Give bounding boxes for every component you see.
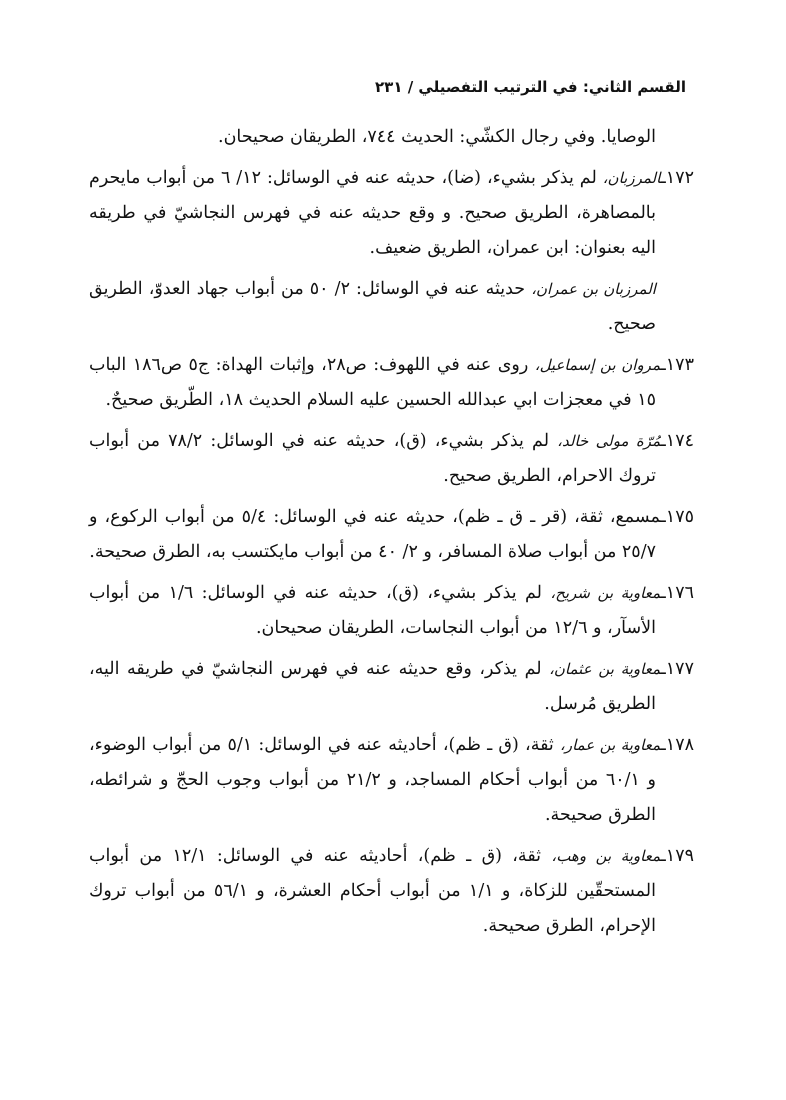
running-head: القسم الثاني: في الترتيب التفصيلي / ٢٣١ xyxy=(375,78,686,96)
entry-number: ١٧٨ـ xyxy=(660,735,694,755)
entry-175 xyxy=(89,500,694,570)
entry-179 xyxy=(89,839,694,944)
narrator-name: المرزبان، xyxy=(602,169,661,187)
narrator-name: مُرّة مولى خالد، xyxy=(557,432,661,450)
entry-172-sub xyxy=(89,272,694,342)
entry-number: ١٧٢ـ xyxy=(660,168,694,188)
entry-177 xyxy=(89,652,694,722)
entry-text: الوصايا. وفي رجال الكشّي: الحديث ٧٤٤، الطريقان صحيحان. xyxy=(218,127,656,147)
entry-text: لم يذكر بشيء، (ق)، حديثه عنه في الوسائل: ١/٦ من أبواب الأسآر، و ١٢/٦ من أبواب النجاسات، الطريقان صحيحان. xyxy=(89,583,656,638)
entry-172 xyxy=(89,161,694,266)
entry-text: حديثه عنه في الوسائل: ٢/ ٥٠ من أبواب جهاد العدوّ، الطريق صحيح. xyxy=(89,279,656,334)
entry-178 xyxy=(89,728,694,833)
narrator-name: معاوية بن وهب، xyxy=(551,847,661,865)
narrator-name: مروان بن إسماعيل، xyxy=(534,356,661,374)
body-text xyxy=(89,120,694,950)
entry-number: ١٧٤ـ xyxy=(660,431,694,451)
entry-text: مسمع، ثقة، (قر ـ ق ـ ظم)، حديثه عنه في الوسائل: ٥/٤ من أبواب الركوع، و ٢٥/٧ من أبواب صلاة المسافر، و ٢/ ٤٠ من أبواب مايكتسب به، الطرق صحيحة. xyxy=(89,507,661,562)
entry-text: لم يذكر بشيء، (ق)، حديثه عنه في الوسائل: ٧٨/٢ من أبواب تروك الاحرام، الطريق صحيح. xyxy=(89,431,656,486)
entry-text: ثقة، (ق ـ ظم)، أحاديثه عنه في الوسائل: ١٢/١ من أبواب المستحقّين للزكاة، و ١/١ من أبواب أحكام العشرة، و ٥٦/١ من أبواب تروك الإحرام، الطرق صحيحة. xyxy=(89,846,656,936)
narrator-name: المرزبان بن عمران، xyxy=(531,280,656,298)
entry-number: ١٧٦ـ xyxy=(660,583,694,603)
entry-176 xyxy=(89,576,694,646)
narrator-name: معاوية بن عمار، xyxy=(560,736,661,754)
narrator-name: معاوية بن عثمان، xyxy=(549,660,661,678)
entry-number: ١٧٩ـ xyxy=(660,846,694,866)
entry-173 xyxy=(89,348,694,418)
entry-number: ١٧٧ـ xyxy=(660,659,694,679)
entry-text: لم يذكر، وقع حديثه عنه في فهرس النجاشيّ في طريقه اليه، الطريق مُرسل. xyxy=(89,659,656,714)
entry-174 xyxy=(89,424,694,494)
entry-number: ١٧٥ـ xyxy=(660,507,694,527)
entry-text: لم يذكر بشيء، (ضا)، حديثه عنه في الوسائل: ١٢/ ٦ من أبواب مايحرم بالمصاهرة، الطريق صحيح. و وقع حديثه عنه في فهرس النجاشيّ في طريقه اليه بعنوان: ابن عمران، الطريق ضعيف. xyxy=(89,168,656,258)
entry-number: ١٧٣ـ xyxy=(660,355,694,375)
entry-text: روى عنه في اللهوف: ص٢٨، وإثبات الهداة: ج٥ ص١٨٦ الباب ١٥ في معجزات ابي عبدالله الحسين عليه السلام الحديث ١٨، الطّريق صحيحٌ. xyxy=(89,355,656,410)
entry-continuation xyxy=(89,120,694,155)
entry-text: ثقة، (ق ـ ظم)، أحاديثه عنه في الوسائل: ٥/١ من أبواب الوضوء، و ٦٠/١ من أبواب أحكام المساجد، و ٢١/٢ من أبواب وجوب الحجّ و شرائطه، الطرق صحيحة. xyxy=(89,735,656,825)
narrator-name: معاوية بن شريح، xyxy=(550,584,661,602)
